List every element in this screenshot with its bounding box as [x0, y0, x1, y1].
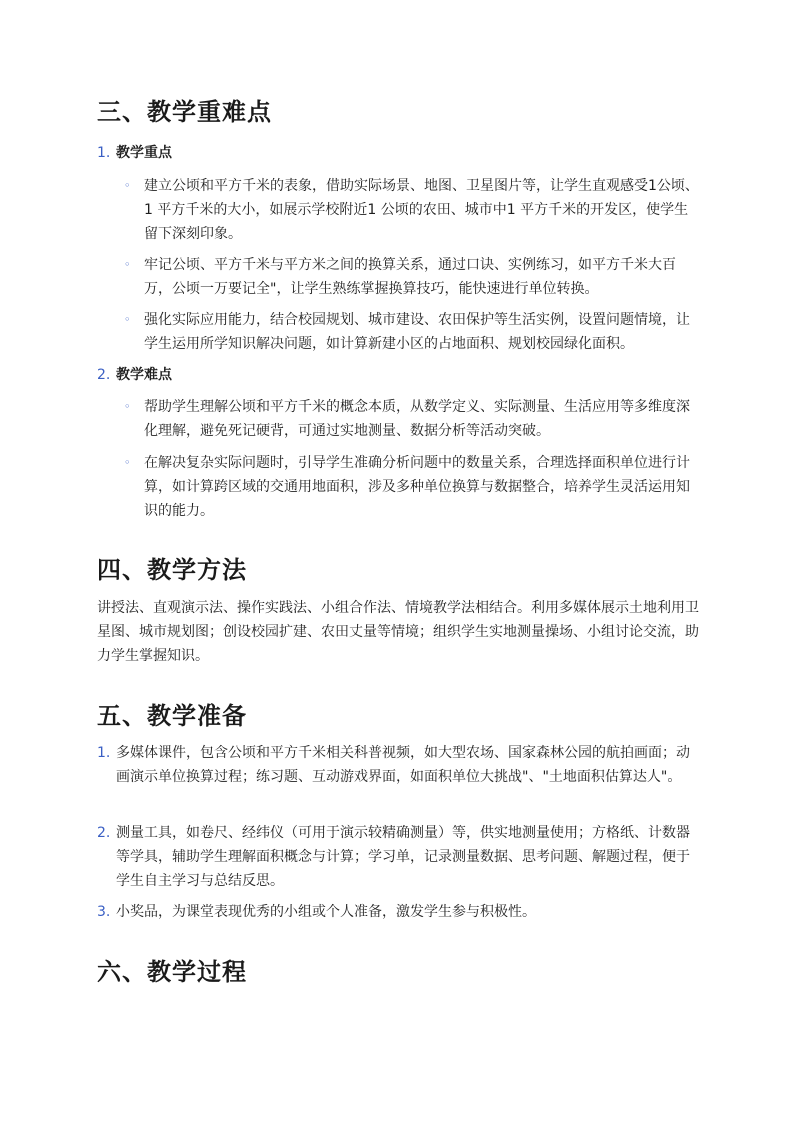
item-title: 教学重点 [116, 145, 172, 161]
section-heading-5: 五、教学准备 [97, 702, 247, 730]
bullet-text: 牢记公顷、平方千米与平方米之间的换算关系，通过口诀、实例练习，如平方千米大百万，公顷一万要记全"，让学生熟练掌握换算技巧，能快速进行单位转换。 [144, 257, 676, 297]
bullet-text: 强化实际应用能力，结合校园规划、城市建设、农田保护等生活实例，设置问题情境，让学生运用所学知识解决问题，如计算新建小区的占地面积、规划校园绿化面积。 [144, 312, 690, 352]
item-number: 3. [97, 904, 111, 920]
item-text: 多媒体课件，包含公顷和平方千米相关科普视频，如大型农场、国家森林公园的航拍画面；动画演示单位换算过程；练习题、互动游戏界面，如面积单位大挑战"、"土地面积估算达人"。 [116, 745, 690, 785]
bullet-icon: ◦ [124, 258, 131, 271]
bullet-text: 建立公顷和平方千米的表象，借助实际场景、地图、卫星图片等，让学生直观感受1公顷、1 平方千米的大小，如展示学校附近1 公顷的农田、城市中1 平方千米的开发区，使学生留下深刻印象。 [144, 178, 699, 242]
item-number: 1. [97, 145, 111, 161]
section-heading-3: 三、教学重难点 [97, 98, 272, 126]
section-heading-6: 六、教学过程 [97, 958, 247, 986]
item-text: 小奖品，为课堂表现优秀的小组或个人准备，激发学生参与积极性。 [116, 904, 536, 920]
item-title: 教学难点 [116, 367, 172, 383]
methods-paragraph: 讲授法、直观演示法、操作实践法、小组合作法、情境教学法相结合。利用多媒体展示土地利用卫星图、城市规划图；创设校园扩建、农田丈量等情境；组织学生实地测量操场、小组讨论交流，助力学生掌握知识。 [97, 600, 699, 664]
item-text: 测量工具，如卷尺、经纬仪（可用于演示较精确测量）等，供实地测量使用；方格纸、计数器等学具，辅助学生理解面积概念与计算；学习单，记录测量数据、思考问题、解题过程，便于学生自主学习与总结反思。 [116, 825, 690, 889]
section-heading-4: 四、教学方法 [97, 556, 247, 584]
item-number: 2. [97, 825, 111, 841]
bullet-icon: ◦ [124, 313, 131, 326]
bullet-icon: ◦ [124, 400, 131, 413]
item-number: 2. [97, 367, 111, 383]
item-number: 1. [97, 745, 111, 761]
bullet-text: 在解决复杂实际问题时，引导学生准确分析问题中的数量关系，合理选择面积单位进行计算，如计算跨区域的交通用地面积，涉及多种单位换算与数据整合，培养学生灵活运用知识的能力。 [144, 455, 690, 519]
bullet-icon: ◦ [124, 456, 131, 469]
bullet-text: 帮助学生理解公顷和平方千米的概念本质，从数学定义、实际测量、生活应用等多维度深化理解，避免死记硬背，可通过实地测量、数据分析等活动突破。 [144, 399, 690, 439]
bullet-icon: ◦ [124, 179, 131, 192]
